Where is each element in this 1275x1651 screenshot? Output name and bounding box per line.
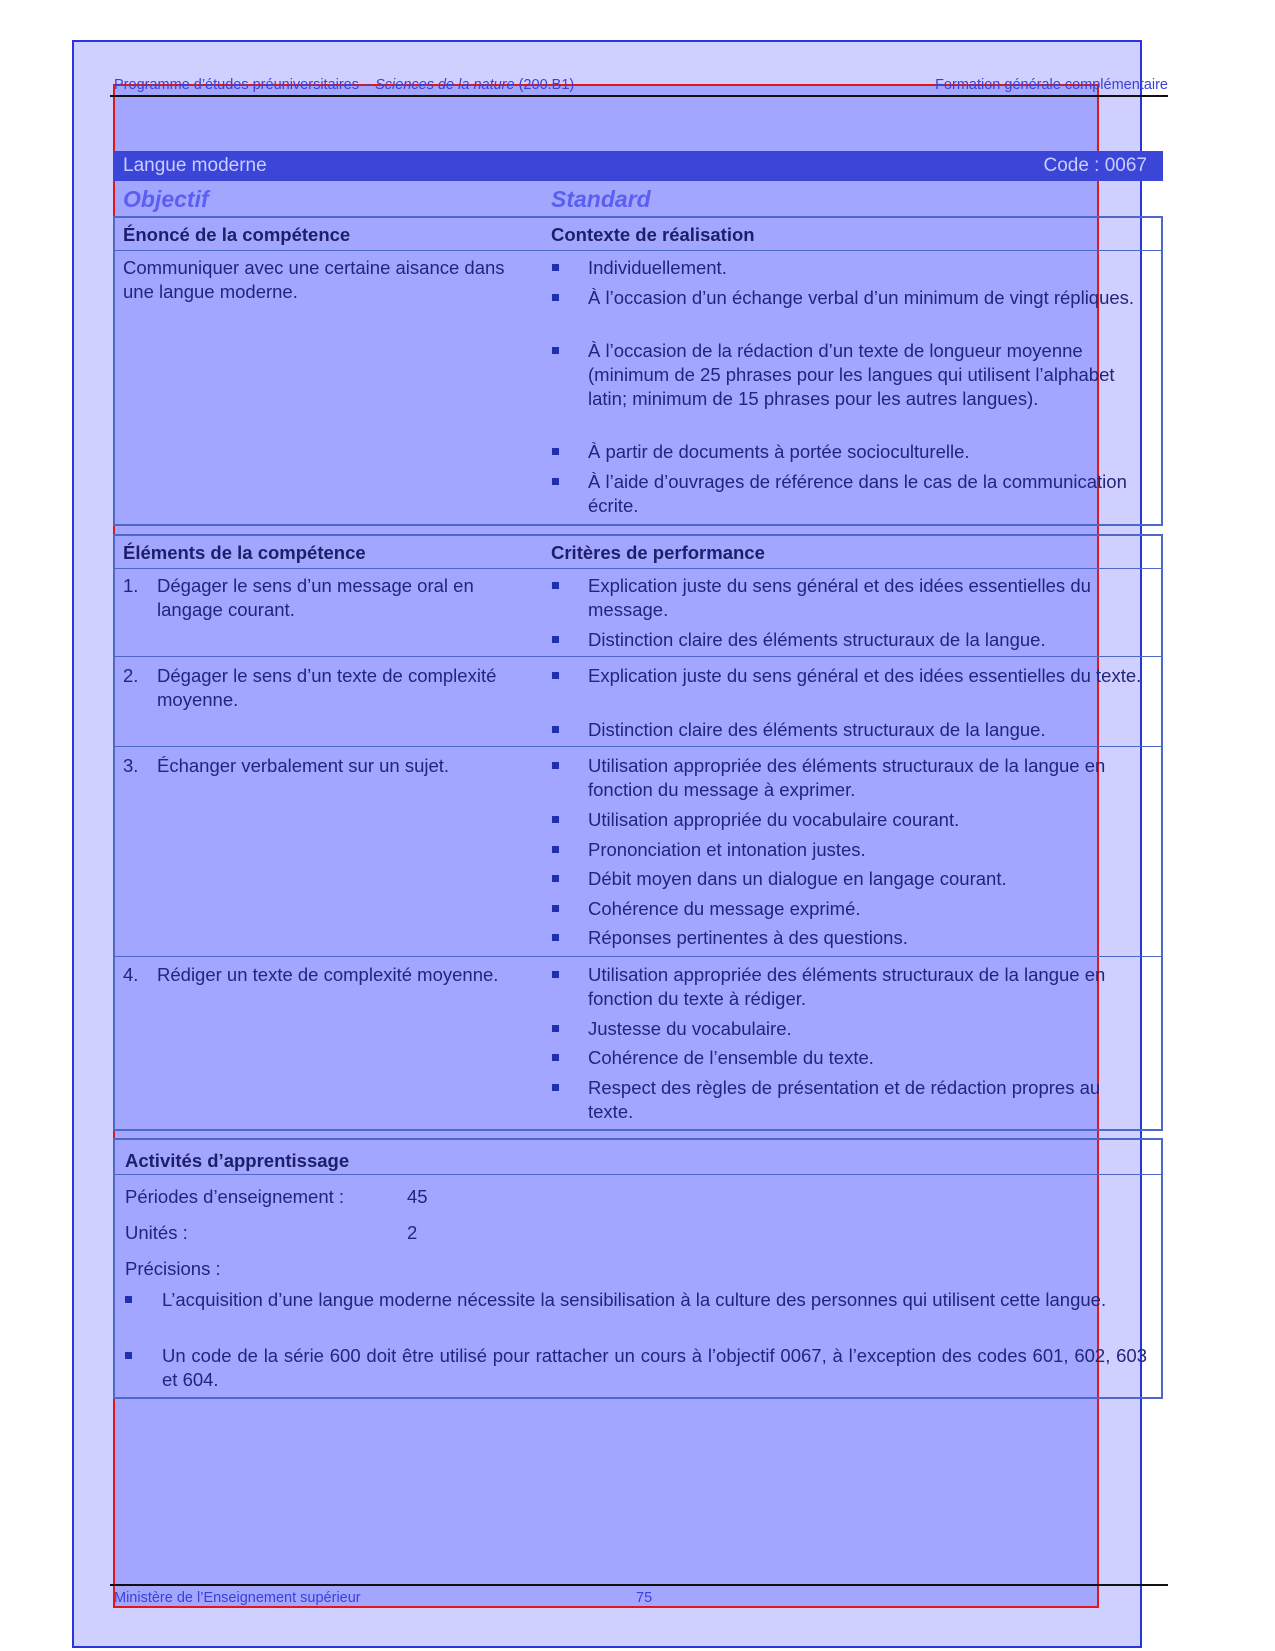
bullet-icon — [552, 347, 559, 354]
context-heading: Contexte de réalisation — [551, 224, 755, 245]
bullet-icon — [552, 762, 559, 769]
criterion-text: Cohérence de l’ensemble du texte. — [588, 1047, 874, 1068]
context-text: Individuellement. — [588, 257, 727, 278]
divider — [115, 1174, 1161, 1175]
element-text: Rédiger un texte de complexité moyenne. — [157, 964, 499, 985]
bullet-icon — [552, 1084, 559, 1091]
criterion-text: Distinction claire des éléments structuraux de la langue. — [588, 629, 1046, 650]
precisions-label: Précisions : — [125, 1258, 221, 1279]
bullet-icon — [552, 582, 559, 589]
elements-heading: Éléments de la compétence — [123, 542, 366, 563]
page-number: 75 — [636, 1590, 653, 1606]
bullet-icon — [552, 1054, 559, 1061]
context-text: À l’aide d’ouvrages de référence dans le cas de la communication écrite. — [588, 471, 1127, 516]
periods-value: 45 — [407, 1186, 428, 1207]
bullet-icon — [125, 1296, 132, 1303]
precision-text: L’acquisition d’une langue moderne nécessite la sensibilisation à la culture des personnes qui utilisent cette langue. — [162, 1289, 1107, 1310]
criterion-text: Explication juste du sens général et des idées essentielles du message. — [588, 575, 1091, 620]
bullet-icon — [552, 816, 559, 823]
divider — [115, 956, 1161, 957]
header-program — [114, 77, 574, 93]
bullet-icon — [552, 636, 559, 643]
statement-heading: Énoncé de la compétence — [123, 224, 351, 245]
header-program-name: Sciences de la nature — [375, 77, 515, 93]
bullet-icon — [125, 1352, 132, 1359]
standard-column-title: Standard — [551, 186, 651, 212]
bullet-icon — [552, 1025, 559, 1032]
learning-activities-box — [113, 1138, 1163, 1399]
competency-elements-box — [113, 534, 1163, 1131]
element-number: 4. — [123, 964, 139, 985]
bullet-icon — [552, 294, 559, 301]
footer-ministry: Ministère de l’Enseignement supérieur — [114, 1590, 361, 1606]
competency-statement-box — [113, 216, 1163, 526]
criterion-text: Distinction claire des éléments structuraux de la langue. — [588, 719, 1046, 740]
units-value: 2 — [407, 1222, 418, 1243]
objective-column-title: Objectif — [123, 186, 209, 212]
context-text: À l’occasion d’un échange verbal d’un minimum de vingt répliques. — [588, 287, 1135, 308]
criterion-text: Utilisation appropriée des éléments structuraux de la langue en fonction du texte à rédiger. — [588, 964, 1106, 1009]
criterion-text: Respect des règles de présentation et de rédaction propres au texte. — [588, 1077, 1101, 1122]
bullet-icon — [552, 478, 559, 485]
bullet-icon — [552, 264, 559, 271]
element-number: 1. — [123, 575, 139, 596]
precision-text: Un code de la série 600 doit être utilisé pour rattacher un cours à l’objectif 0067, à l’exception des codes 601, 602, 603 et 604. — [162, 1345, 1147, 1390]
bullet-icon — [552, 934, 559, 941]
divider — [115, 250, 1161, 251]
column-titles — [113, 184, 1163, 214]
divider — [115, 746, 1161, 747]
criterion-text: Utilisation appropriée du vocabulaire courant. — [588, 809, 960, 830]
running-header — [110, 75, 1168, 97]
objective-title: Langue moderne — [123, 155, 267, 176]
context-text: À partir de documents à portée socioculturelle. — [588, 441, 970, 462]
header-section: Formation générale complémentaire — [935, 77, 1168, 93]
divider — [115, 656, 1161, 657]
bullet-icon — [552, 672, 559, 679]
bullet-icon — [552, 875, 559, 882]
bullet-icon — [552, 726, 559, 733]
competency-statement: Communiquer avec une certaine aisance dans une langue moderne. — [123, 257, 505, 302]
activities-heading: Activités d’apprentissage — [125, 1150, 350, 1171]
divider — [115, 568, 1161, 569]
criterion-text: Débit moyen dans un dialogue en langage courant. — [588, 868, 1007, 889]
element-number: 2. — [123, 665, 139, 686]
bullet-icon — [552, 971, 559, 978]
bullet-icon — [552, 448, 559, 455]
element-text: Dégager le sens d’un texte de complexité moyenne. — [157, 665, 497, 710]
header-prefix: Programme d’études préuniversitaires – — [114, 77, 376, 93]
criterion-text: Cohérence du message exprimé. — [588, 898, 861, 919]
context-text: À l’occasion de la rédaction d’un texte de longueur moyenne (minimum de 25 phrases pour les langues qui utilisent l’alphabet latin; minimum de 15 phrases pour les autres langues). — [588, 340, 1115, 409]
periods-label: Périodes d’enseignement : — [125, 1186, 345, 1207]
bullet-icon — [552, 905, 559, 912]
criterion-text: Justesse du vocabulaire. — [588, 1018, 792, 1039]
element-number: 3. — [123, 755, 139, 776]
criterion-text: Explication juste du sens général et des idées essentielles du texte. — [588, 665, 1142, 686]
criterion-text: Prononciation et intonation justes. — [588, 839, 866, 860]
criterion-text: Réponses pertinentes à des questions. — [588, 927, 908, 948]
header-program-code: (200.B1) — [514, 77, 575, 93]
objective-banner — [113, 151, 1163, 181]
criteria-heading: Critères de performance — [551, 542, 765, 563]
units-label: Unités : — [125, 1222, 188, 1243]
running-footer — [110, 1584, 1168, 1608]
element-text: Échanger verbalement sur un sujet. — [157, 755, 450, 776]
bullet-icon — [552, 846, 559, 853]
element-text: Dégager le sens d’un message oral en langage courant. — [157, 575, 474, 620]
objective-code: Code : 0067 — [1043, 155, 1147, 176]
criterion-text: Utilisation appropriée des éléments structuraux de la langue en fonction du message à exprimer. — [588, 755, 1106, 800]
